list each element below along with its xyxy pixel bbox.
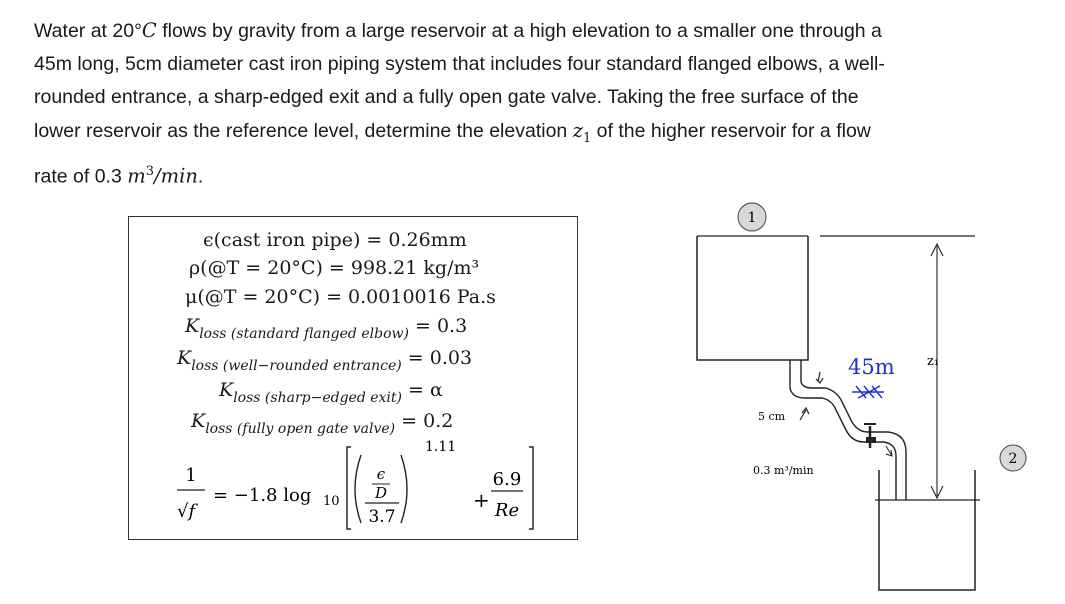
flow-arrow-pipe xyxy=(886,446,892,456)
k-valve-line xyxy=(191,410,454,437)
given-data-box xyxy=(128,216,578,540)
rho-line: ρ(@T = 20°C) = 998.21 kg/m³ xyxy=(189,257,480,279)
sup-3: 3 xyxy=(145,163,155,179)
text: lower reservoir as the reference level, determine the elevation xyxy=(34,120,573,142)
k: K xyxy=(177,347,192,369)
flow-rate-label: 0.3 m³/min xyxy=(753,464,814,477)
equals-log: = −1.8 log xyxy=(213,485,312,506)
k: K xyxy=(191,410,206,432)
k-sub: loss (well−rounded entrance) xyxy=(191,358,402,374)
exponent: 1.11 xyxy=(425,439,457,455)
numerator-one: 1 xyxy=(185,465,197,486)
problem-line-2: 45m long, 5cm diameter cast iron piping system that includes four standard flanged elbows, a well- xyxy=(34,53,885,75)
handwritten-length-note: 45m xyxy=(848,355,895,379)
var-z: z xyxy=(572,119,583,142)
k-val: = 0.2 xyxy=(401,410,454,432)
var-m: m xyxy=(127,164,146,188)
eps-line: ϵ(cast iron pipe) = 0.26mm xyxy=(203,229,467,251)
log-sub: 10 xyxy=(323,494,340,509)
sqrt-f: √f xyxy=(177,501,196,522)
num-69: 6.9 xyxy=(492,469,522,490)
handwritten-scribble xyxy=(852,386,884,398)
text: Water at 20° xyxy=(34,20,142,42)
k-sub: loss (standard flanged elbow) xyxy=(199,326,409,342)
z1-label: z₁ xyxy=(927,354,940,369)
reservoir-diagram xyxy=(690,200,1060,600)
point-2-label: 2 xyxy=(1008,451,1018,467)
problem-line-5 xyxy=(34,155,1044,194)
problem-line-1 xyxy=(34,14,1044,48)
point-1-label: 1 xyxy=(747,210,757,226)
left-paren xyxy=(355,455,361,523)
period: . xyxy=(197,165,204,188)
problem-line-4 xyxy=(34,114,1044,155)
unit-min: /min xyxy=(154,164,198,188)
problem-statement xyxy=(34,14,1044,193)
k-entrance-line xyxy=(177,347,473,374)
plus: + xyxy=(473,488,490,512)
left-bracket xyxy=(347,447,351,529)
D: D xyxy=(374,484,388,502)
right-paren xyxy=(401,455,407,523)
text: of the higher reservoir for a flow xyxy=(591,120,871,142)
k: K xyxy=(185,315,200,337)
colebrook-equation xyxy=(143,435,573,535)
eps: ϵ xyxy=(376,465,386,483)
lower-reservoir xyxy=(879,470,975,590)
k-elbow-line xyxy=(185,315,468,342)
k-val: = 0.03 xyxy=(407,347,473,369)
problem-line-3: rounded entrance, a sharp-edged exit and a fully open gate valve. Taking the free surface of the xyxy=(34,86,859,108)
unit-c: C xyxy=(141,19,157,42)
k-sub: loss (sharp−edged exit) xyxy=(233,390,402,406)
sub-1: 1 xyxy=(582,130,592,146)
k-val: = α xyxy=(408,379,443,401)
pipe-diameter-arrow xyxy=(800,408,809,420)
k-exit-line xyxy=(219,379,443,406)
upper-reservoir xyxy=(697,236,808,360)
k: K xyxy=(219,379,234,401)
pipe-diameter-label: 5 cm xyxy=(758,410,786,423)
text: flows by gravity from a large reservoir at a high elevation to a smaller one through a xyxy=(156,20,882,42)
den-37: 3.7 xyxy=(368,507,396,527)
flow-arrow-down xyxy=(816,372,823,383)
mu-line: μ(@T = 20°C) = 0.0010016 Pa.s xyxy=(185,286,496,308)
k-val: = 0.3 xyxy=(414,315,468,337)
Re: Re xyxy=(494,500,520,521)
k-sub: loss (fully open gate valve) xyxy=(205,421,396,437)
right-bracket xyxy=(529,447,533,529)
valve-body xyxy=(866,437,876,443)
text: rate of 0.3 xyxy=(34,165,128,188)
